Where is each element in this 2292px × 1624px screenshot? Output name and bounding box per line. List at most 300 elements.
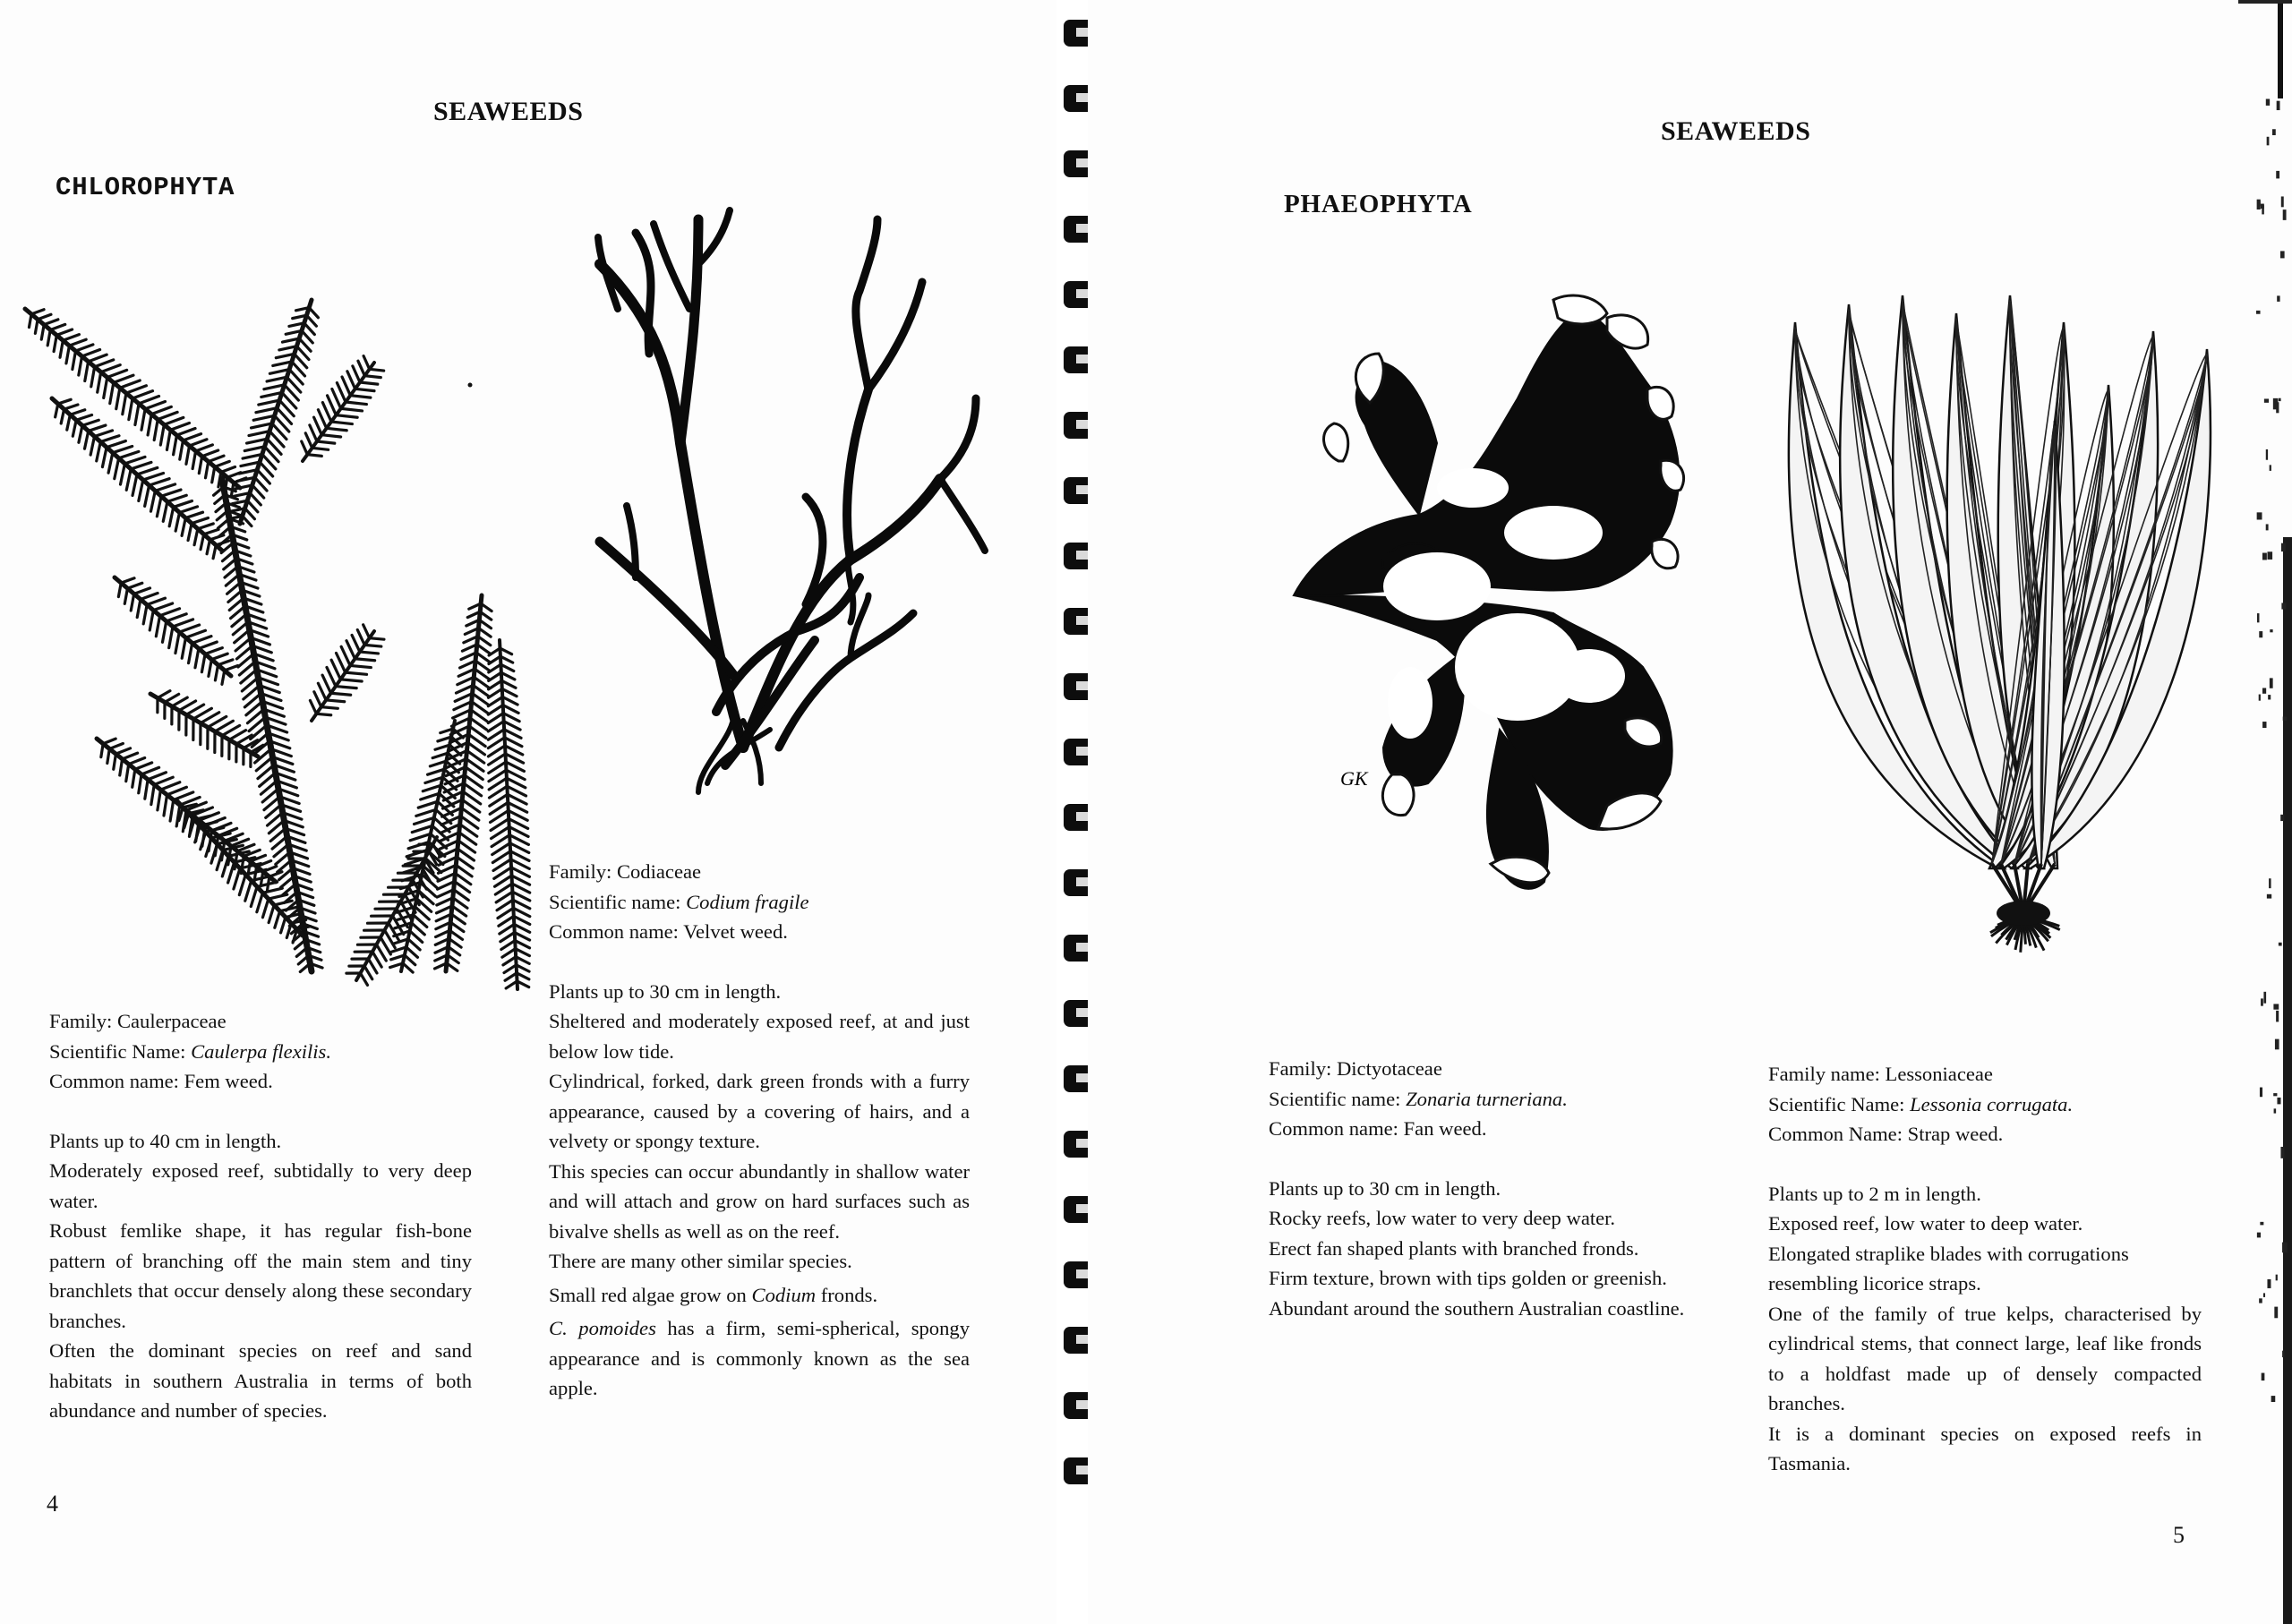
frond-branchlet <box>173 620 193 627</box>
frond-branchlet <box>280 907 297 910</box>
velvet-weed-illustration <box>582 210 985 819</box>
scan-edge <box>2238 0 2292 1624</box>
scan-noise <box>2279 943 2282 946</box>
frond-branchlet <box>205 648 222 654</box>
frond-branchlet <box>185 512 202 517</box>
frond-branchlet <box>213 545 216 559</box>
description-line: Exposed reef, low water to deep water. <box>1768 1212 2083 1235</box>
description-paragraph: Sheltered and moderately exposed reef, at and just below low tide. <box>549 1010 970 1063</box>
frond-branchlet <box>109 743 123 748</box>
description-line: Plants up to 30 cm in length. <box>1269 1176 1501 1200</box>
description-line: Small red algae grow on Codium fronds. <box>549 1283 878 1306</box>
description-paragraph: It is a dominant species on exposed reefs in Tasmania. <box>1768 1422 2202 1474</box>
fan-weed-illustration <box>1285 291 1679 936</box>
frond-branchlet <box>67 415 71 430</box>
frond-branchlet <box>274 901 292 905</box>
frond-branchlet <box>357 629 364 645</box>
scan-noise <box>2266 449 2268 460</box>
frond-branchlet <box>346 641 355 659</box>
scan-noise <box>2276 1011 2279 1022</box>
frond-branchlet <box>477 645 491 654</box>
frond-branchlet <box>41 325 44 339</box>
scientific-name-label: Scientific Name: Lessonia corrugata. <box>1768 1092 2074 1115</box>
page-number-left: 4 <box>47 1491 58 1517</box>
frond-branchlet <box>369 959 378 973</box>
scan-noise <box>2256 311 2260 314</box>
frond-branchlet <box>180 507 198 513</box>
frond-branchlet <box>346 672 367 674</box>
frond-branchlet <box>137 467 158 474</box>
frond-branchlet <box>201 534 204 550</box>
scan-noise <box>2260 1088 2262 1098</box>
frond-branchlet <box>331 660 340 680</box>
frond-branchlet <box>61 409 64 423</box>
frond-branchlet <box>503 957 516 965</box>
frond-branchlet <box>489 664 501 672</box>
frond-branchlet <box>502 688 517 696</box>
scan-noise <box>2280 815 2284 821</box>
frond-branchlet <box>194 529 198 545</box>
frond-branchlet <box>514 924 529 932</box>
species-description-lessonia <box>1768 1059 2202 1479</box>
family-label: Family: Codiaceae <box>549 860 702 883</box>
scan-noise <box>2274 1307 2278 1319</box>
frond-branchlet <box>346 402 366 405</box>
frond-branchlet <box>322 675 330 693</box>
frond-branchlet <box>364 645 381 646</box>
frond-branchlet <box>451 914 465 924</box>
frond-branchlet <box>127 583 141 588</box>
frond-branchlet <box>131 594 133 611</box>
scan-noise <box>2262 1373 2265 1381</box>
frond-branchlet <box>211 654 227 659</box>
frond-branchlet <box>188 524 192 541</box>
frond-branchlet <box>145 401 165 408</box>
frond-branchlet <box>186 446 190 464</box>
frond-branchlet <box>120 380 140 388</box>
frond-branchlet <box>503 714 519 722</box>
frond-branchlet <box>162 621 166 642</box>
frond-branchlet <box>350 665 371 667</box>
frond-branchlet <box>312 448 329 449</box>
frond-branchlet <box>503 705 518 714</box>
frond-branchlet <box>54 335 56 351</box>
scan-noise <box>2281 196 2284 207</box>
species-description-codium <box>549 857 970 1404</box>
frond-branchlet <box>150 611 153 630</box>
frond-branchlet <box>257 893 263 911</box>
scan-noise <box>2268 551 2273 560</box>
description-paragraph: Robust femlike shape, it has regular fish-bone pattern of branching off the main stem and tiny branchlets that occur densely along these secondary branches. <box>49 1219 472 1332</box>
description-paragraph: Moderately exposed reef, subtidally to very deep water. <box>49 1159 472 1212</box>
frond-branchlet <box>151 406 171 414</box>
frond-branchlet <box>123 753 138 759</box>
frond-branchlet <box>353 366 360 382</box>
codium-branch <box>654 224 689 309</box>
family-label: Family: Dictyotaceae <box>1269 1057 1442 1080</box>
frond-branchlet <box>169 627 173 648</box>
frond-branchlet <box>502 949 516 958</box>
scan-noise <box>2257 1233 2261 1238</box>
frond-branchlet <box>215 665 218 680</box>
fan-frond-tip <box>1652 539 1678 568</box>
scan-noise <box>2277 101 2280 110</box>
scan-noise <box>2257 613 2260 622</box>
frond-branchlet <box>145 780 148 799</box>
frond-branchlet <box>504 730 521 739</box>
frond-branchlet <box>123 393 126 415</box>
frond-branchlet <box>515 933 530 941</box>
frond-branchlet <box>170 423 189 430</box>
frond-branchlet <box>154 777 173 784</box>
frond-branchlet <box>129 757 145 764</box>
frond-branchlet <box>262 888 282 893</box>
frond-branchlet <box>360 382 378 384</box>
frond-branchlet <box>148 773 166 780</box>
frond-branchlet <box>192 451 195 469</box>
frond-branchlet <box>89 425 106 431</box>
frond-branchlet <box>110 382 114 403</box>
frond-branchlet <box>321 707 338 709</box>
frond-branchlet <box>245 509 255 519</box>
common-name-label: Common Name: Strap weed. <box>1768 1123 2004 1145</box>
frond-branchlet <box>172 697 187 706</box>
frond-branchlet <box>222 856 228 876</box>
frond-branchlet <box>56 329 72 335</box>
frond-branchlet <box>89 355 107 362</box>
frond-branchlet <box>262 899 268 918</box>
frond-branchlet <box>90 437 94 456</box>
frond-branchlet <box>513 900 530 909</box>
description-line: Plants up to 2 m in length. <box>1768 1182 1981 1205</box>
frond-branchlet <box>332 389 341 408</box>
strap-weed-illustration <box>1768 286 2270 949</box>
frond-branchlet <box>225 666 238 671</box>
frond-branchlet <box>135 404 139 425</box>
frond-branchlet <box>129 398 133 420</box>
codium-branch <box>940 479 985 551</box>
frond-branchlet <box>342 377 350 396</box>
frond-branchlet <box>412 825 432 832</box>
frond-branchlet <box>104 377 107 397</box>
codium-branch <box>847 389 868 560</box>
frond-branchlet <box>170 800 174 821</box>
frond-branchlet <box>336 687 356 688</box>
frond-branchlet <box>160 609 180 616</box>
description-paragraph: Cylindrical, forked, dark green fronds with a furry appearance, caused by a covering of hairs, and a velvety or spongy texture. <box>549 1070 970 1152</box>
scan-noise <box>2267 137 2270 146</box>
frond-branchlet <box>133 769 135 787</box>
frond-branchlet <box>101 744 103 757</box>
description-line: Erect fan shaped plants with branched fronds. <box>1269 1236 1639 1260</box>
frond-branchlet <box>101 365 121 372</box>
common-name-label: Common name: Fan weed. <box>1269 1117 1487 1140</box>
description-paragraph: One of the family of true kelps, characterised by cylindrical stems, that connect large, leaf like fronds to a holdfast made up of densely compacted branches. <box>1768 1302 2202 1415</box>
scan-noise <box>2266 99 2270 106</box>
frond-branchlet <box>69 339 86 346</box>
frond-branchlet <box>141 593 158 599</box>
page-number-right: 5 <box>2173 1522 2185 1548</box>
frond-branchlet <box>204 529 218 534</box>
frond-branchlet <box>218 660 233 665</box>
fan-frond <box>1294 309 1679 595</box>
frond-branchlet <box>139 774 141 793</box>
frond-branchlet <box>410 833 431 840</box>
frond-branchlet <box>114 754 116 769</box>
frond-branchlet <box>75 345 92 351</box>
frond-branchlet <box>355 389 374 390</box>
frond-branchlet <box>310 700 316 714</box>
frond-branchlet <box>201 654 205 672</box>
frond-branchlet <box>245 881 252 902</box>
frond-branchlet <box>350 396 371 397</box>
frond-branchlet <box>505 973 517 980</box>
scan-noise <box>2274 1108 2277 1113</box>
frond-branchlet <box>192 518 208 524</box>
common-name-label: Common name: Fem weed. <box>49 1070 273 1092</box>
frond-branchlet <box>143 605 147 624</box>
frond-branchlet <box>70 410 84 415</box>
scan-noise <box>2280 251 2285 258</box>
group-heading-chlorophyta: CHLOROPHYTA <box>56 173 235 202</box>
frond-branchlet <box>309 308 318 318</box>
frond-branchlet <box>85 431 89 449</box>
frond-branchlet <box>196 445 213 451</box>
frond-branchlet <box>513 908 529 916</box>
frond-branchlet <box>212 466 215 482</box>
frond-branchlet <box>167 495 186 501</box>
frond-branchlet <box>331 693 351 695</box>
frond-branchlet <box>307 455 321 457</box>
description-line: Plants up to 40 cm in length. <box>49 1129 282 1152</box>
frond-branchlet <box>505 746 523 755</box>
frond-branchlet <box>305 433 312 448</box>
frond-branchlet <box>355 659 374 661</box>
frond-branchlet <box>337 653 346 672</box>
fan-gap <box>1437 468 1509 508</box>
description-line: There are many other similar species. <box>549 1250 852 1272</box>
frond-branchlet <box>512 892 529 901</box>
frond-branchlet <box>452 906 466 916</box>
family-label: Family: Caulerpaceae <box>49 1010 227 1032</box>
frond-branchlet <box>340 680 362 681</box>
frond-branchlet <box>318 683 326 700</box>
fan-gap <box>1383 552 1491 620</box>
frond-branchlet <box>100 436 119 442</box>
description-line: Plants up to 30 cm in length. <box>549 979 782 1003</box>
frond-branchlet <box>135 763 152 769</box>
scan-noise <box>2270 678 2273 688</box>
fan-gap <box>1388 667 1432 739</box>
scan-noise <box>2267 894 2271 899</box>
frond-branchlet <box>198 524 213 529</box>
scan-noise <box>2281 543 2286 551</box>
frond-branchlet <box>131 462 151 469</box>
frond-branchlet <box>352 635 360 652</box>
frond-branchlet <box>107 748 109 763</box>
frond-branchlet <box>489 648 500 655</box>
scan-noise <box>2263 992 2266 1004</box>
frond-branchlet <box>239 875 245 895</box>
frond-branchlet <box>488 697 502 705</box>
frond-branchlet <box>206 462 209 478</box>
frond-branchlet <box>156 616 159 637</box>
frond-branchlet <box>361 973 368 985</box>
frond-branchlet <box>119 451 139 457</box>
frond-branchlet <box>317 441 335 443</box>
scan-noise <box>2272 129 2276 135</box>
right-page <box>1088 0 2292 1624</box>
species-description-zonaria <box>1269 1054 1698 1323</box>
frond-branchlet <box>114 375 133 382</box>
frond-branchlet <box>506 981 517 988</box>
frond-branchlet <box>504 722 520 730</box>
scan-noise <box>2259 695 2261 701</box>
scan-noise <box>2258 201 2261 206</box>
frond-branchlet <box>73 420 76 436</box>
frond-branchlet <box>372 952 381 967</box>
scan-noise <box>2262 205 2264 214</box>
frond-branchlet <box>195 648 199 667</box>
scan-noise <box>2260 1222 2263 1226</box>
frond-branchlet <box>64 405 78 409</box>
scan-noise <box>2259 631 2262 637</box>
frond-branchlet <box>331 422 352 424</box>
frond-branchlet <box>160 782 179 790</box>
frond-branchlet <box>174 792 193 800</box>
frond-branchlet <box>215 461 230 466</box>
frond-branchlet <box>501 680 516 688</box>
description-paragraph: This species can occur abundantly in shallow water and will attach and grow on hard surfaces such as bivalve shells as well as on the reef. <box>549 1159 970 1243</box>
kelp-holdfast <box>1997 901 2050 926</box>
scan-noise <box>2273 398 2279 409</box>
scan-noise <box>2279 398 2281 401</box>
frond-branchlet <box>189 643 192 662</box>
frond-branchlet <box>370 369 384 371</box>
frond-branchlet <box>107 441 125 448</box>
scan-noise <box>2276 1275 2278 1281</box>
frond-branchlet <box>167 430 170 449</box>
frond-branchlet <box>165 694 179 702</box>
frond-branchlet <box>176 429 195 436</box>
frond-branchlet <box>175 513 179 532</box>
frond-branchlet <box>102 448 107 467</box>
frond-branchlet <box>97 442 101 461</box>
scan-noise <box>2283 209 2287 220</box>
frond-branchlet <box>160 424 164 445</box>
frond-branchlet <box>91 367 95 387</box>
frond-branchlet <box>161 490 181 496</box>
frond-branchlet <box>56 404 58 417</box>
frond-branchlet <box>82 350 100 356</box>
frond-branchlet <box>322 403 331 422</box>
frond-branchlet <box>341 646 350 665</box>
fan-frond-tip <box>1382 774 1414 816</box>
codium-branch <box>636 233 651 354</box>
frond-branchlet <box>476 653 490 662</box>
scan-noise <box>2264 398 2269 402</box>
frond-branchlet <box>251 886 257 906</box>
frond-branchlet <box>222 671 225 684</box>
scan-noise <box>2277 1098 2280 1104</box>
fan-frond-tip <box>1324 423 1348 461</box>
scan-noise <box>2270 629 2272 632</box>
frond-branchlet <box>302 441 308 455</box>
frond-branchlet <box>169 507 174 526</box>
frond-branchlet <box>116 388 120 408</box>
frond-branchlet <box>209 660 211 677</box>
frond-branchlet <box>163 501 167 521</box>
frond-branchlet <box>370 638 384 639</box>
frond-branchlet <box>153 603 172 611</box>
frond-branchlet <box>502 697 517 705</box>
frond-branchlet <box>489 672 501 680</box>
frond-branchlet <box>221 467 235 473</box>
fan-gap <box>1504 506 1603 560</box>
frond-branchlet <box>504 965 517 973</box>
frond-branchlet <box>328 396 337 415</box>
frond-branchlet <box>66 346 69 363</box>
frond-branchlet <box>281 918 286 933</box>
frond-branchlet <box>95 431 113 437</box>
scan-noise <box>2282 1351 2284 1357</box>
page-title-right: SEAWEEDS <box>1661 116 1811 146</box>
common-name-label: Common name: Velvet weed. <box>549 920 788 943</box>
frond-branchlet <box>183 434 201 440</box>
frond-branchlet <box>347 372 355 389</box>
scan-noise <box>2282 1243 2288 1253</box>
description-paragraph: Abundant around the southern Australian coastline. <box>1269 1296 1685 1320</box>
frond-stem <box>303 363 374 461</box>
frond-branchlet <box>103 739 115 744</box>
scan-noise <box>2283 716 2288 721</box>
frond-branchlet <box>157 496 161 517</box>
frond-branchlet <box>150 491 155 511</box>
frond-branchlet <box>358 361 364 375</box>
fan-gap <box>1553 649 1625 703</box>
frond-branchlet <box>118 583 121 596</box>
scan-noise <box>2277 295 2279 302</box>
frond-branchlet <box>95 360 114 367</box>
frond-branchlet <box>164 795 167 816</box>
scan-noise <box>2261 998 2263 1005</box>
frond-branchlet <box>406 947 418 957</box>
frond-branchlet <box>180 440 184 459</box>
scan-noise <box>2262 553 2267 560</box>
frond-branchlet <box>306 315 316 326</box>
description-line: Elongated straplike blades with corrugations resembling licorice straps. <box>1768 1242 2129 1295</box>
frond-branchlet <box>58 399 71 404</box>
frond-branchlet <box>327 667 336 686</box>
scan-noise <box>2276 171 2279 179</box>
scan-noise <box>2262 688 2266 693</box>
frond-branchlet <box>31 310 44 314</box>
frond-branchlet <box>147 598 165 604</box>
scan-edge-top <box>2238 0 2292 4</box>
frond-branchlet <box>148 415 151 435</box>
scan-noise <box>2280 1147 2284 1158</box>
frond-branchlet <box>126 765 129 782</box>
frond-branchlet <box>500 924 514 934</box>
codium-branch <box>698 712 734 792</box>
frond-branchlet <box>341 408 363 411</box>
frond-branchlet <box>174 501 192 508</box>
scan-noise <box>2259 1298 2262 1303</box>
scan-noise <box>2266 524 2269 530</box>
frond-branchlet <box>134 588 150 594</box>
frond-branchlet <box>516 949 530 956</box>
frond-branchlet <box>514 916 530 924</box>
